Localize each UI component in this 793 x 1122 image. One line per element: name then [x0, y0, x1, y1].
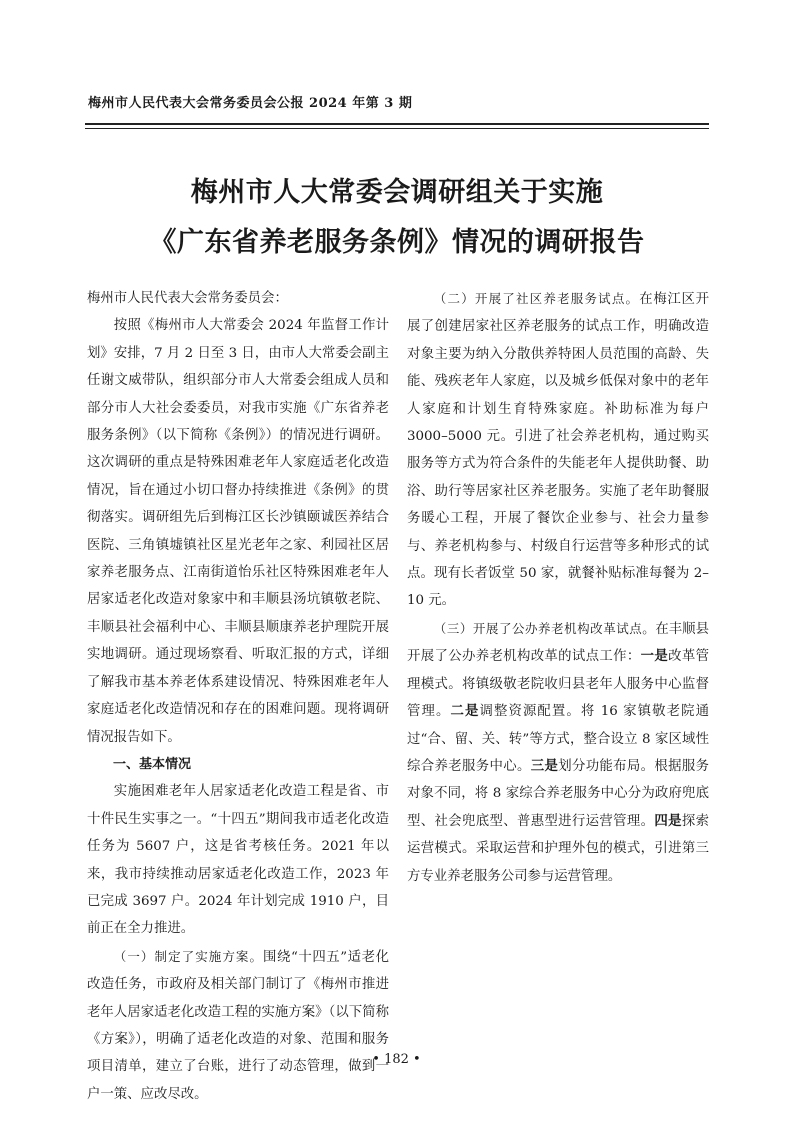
section-heading-basic: 一、基本情况 — [113, 756, 192, 772]
column-right — [407, 285, 709, 890]
column-left — [87, 285, 389, 1108]
item-3-label: （三）开展了公办养老机构改革试点。 — [433, 620, 656, 636]
point-1-keyword: 一是 — [640, 648, 669, 665]
point-1-text: 改革管理模式。将镇级敬老院收归县老年人服务中心监督管理。 — [407, 649, 710, 720]
salutation: 梅州市人民代表大会常务委员会： — [87, 291, 288, 306]
header-rule-thin — [85, 128, 709, 129]
point-3-text: 划分功能布局。根据服务对象不同，将 8 家综合养老服务中心分为政府兜底型、社会兜底型、普惠型进行运营管理。 — [407, 758, 710, 829]
basic-paragraph: 实施困难老年人居家适老化改造工程是省、市十件民生实事之一。“十四五”期间我市适老化改造任务为 5607 户，这是省考核任务。2021 年以来，我市持续推动居家适老化改造工作，2023 年已完成 3697 户。2024 年计划完成 1910 户，目前正在全力推进。 — [87, 784, 389, 937]
item-1-paragraph — [87, 943, 389, 1108]
document-title — [85, 168, 709, 268]
title-line-1: 梅州市人大常委会调研组关于实施 — [190, 177, 604, 208]
item-2-label: （二）开展了社区养老服务试点。 — [433, 291, 640, 306]
title-line-2: 《广东省养老服务条例》情况的调研报告 — [149, 227, 645, 258]
item-3-paragraph — [407, 615, 709, 890]
running-header: 梅州市人民代表大会常务委员会公报 2024 年第 3 期 — [88, 96, 413, 111]
point-2-keyword: 二是 — [450, 703, 480, 720]
item-3-intro: 在丰顺县开展了公办养老机构改革的试点工作： — [407, 621, 709, 665]
page-number: • 182 • — [372, 1052, 421, 1067]
point-4-text: 探索运营模式。采取运营和护理外包的模式，引进第三方专业养老服务公司参与运营管理。 — [407, 813, 710, 884]
header-rule-thick — [85, 123, 709, 125]
point-3-keyword: 三是 — [530, 757, 559, 774]
point-4-keyword: 四是 — [654, 812, 682, 829]
intro-paragraph: 按照《梅州市人大常委会 2024 年监督工作计划》安排，7 月 2 日至 3 日，由市人大常委会副主任谢文威带队，组织部分市人大常委会组成人员和部分市人大社会委委员，对我市实施《广东省养老服务条例》（以下简称《条例》）的情况进行调研。这次调研的重点是特殊困难老年人家庭适老化改造情况，旨在通过小切口督办持续推进《条例》的贯彻落实。调研组先后到梅江区长沙镇颐诚医养结合医院、三角镇墟镇社区星光老年之家、利园社区居家养老服务点、江南街道怡乐社区特殊困难老年人居家适老化改造对象家中和丰顺县汤坑镇敬老院、丰顺县社会福利中心、丰顺县顺康养老护理院开展实地调研。通过现场察看、听取汇报的方式，详细了解我市基本养老体系建设情况、特殊困难老年人家庭适老化改造情况和存在的困难问题。现将调研情况报告如下。 — [87, 318, 389, 745]
item-2-paragraph — [407, 285, 709, 615]
item-1-label: （一）制定了实施方案。 — [113, 948, 264, 964]
item-2-text: 在梅江区开展了创建居家社区养老服务的试点工作，明确改造对象主要为纳入分散供养特困人员范围的高龄、失能、残疾老年人家庭，以及城乡低保对象中的老年人家庭和计划生育特殊家庭。补助标准为每户 3000–5000 元。引进了社会养老机构，通过购买服务等方式为符合条件的失能老年人提供助餐、助浴、助行等居家社区养老服务。实施了老年助餐服务暖心工程，开展了餐饮企业参与、社会力量参与、养老机构参与、村级自行运营等多种形式的试点。现有长者饭堂 50 家，就餐补贴标准每餐为 2–10 元。 — [407, 292, 709, 609]
item-1-text: 围绕“十四五”适老化改造任务，市政府及相关部门制订了《梅州市推进老年人居家适老化改造工程的实施方案》（以下简称《方案》），明确了适老化改造的对象、范围和服务项目清单，建立了台账，进行了动态管理，做到一户一策、应改尽改。 — [87, 949, 389, 1102]
point-2-text: 调整资源配置。将 16 家镇敬老院通过“合、留、关、转”等方式，整合设立 8 家区域性综合养老服务中心。 — [407, 704, 710, 774]
